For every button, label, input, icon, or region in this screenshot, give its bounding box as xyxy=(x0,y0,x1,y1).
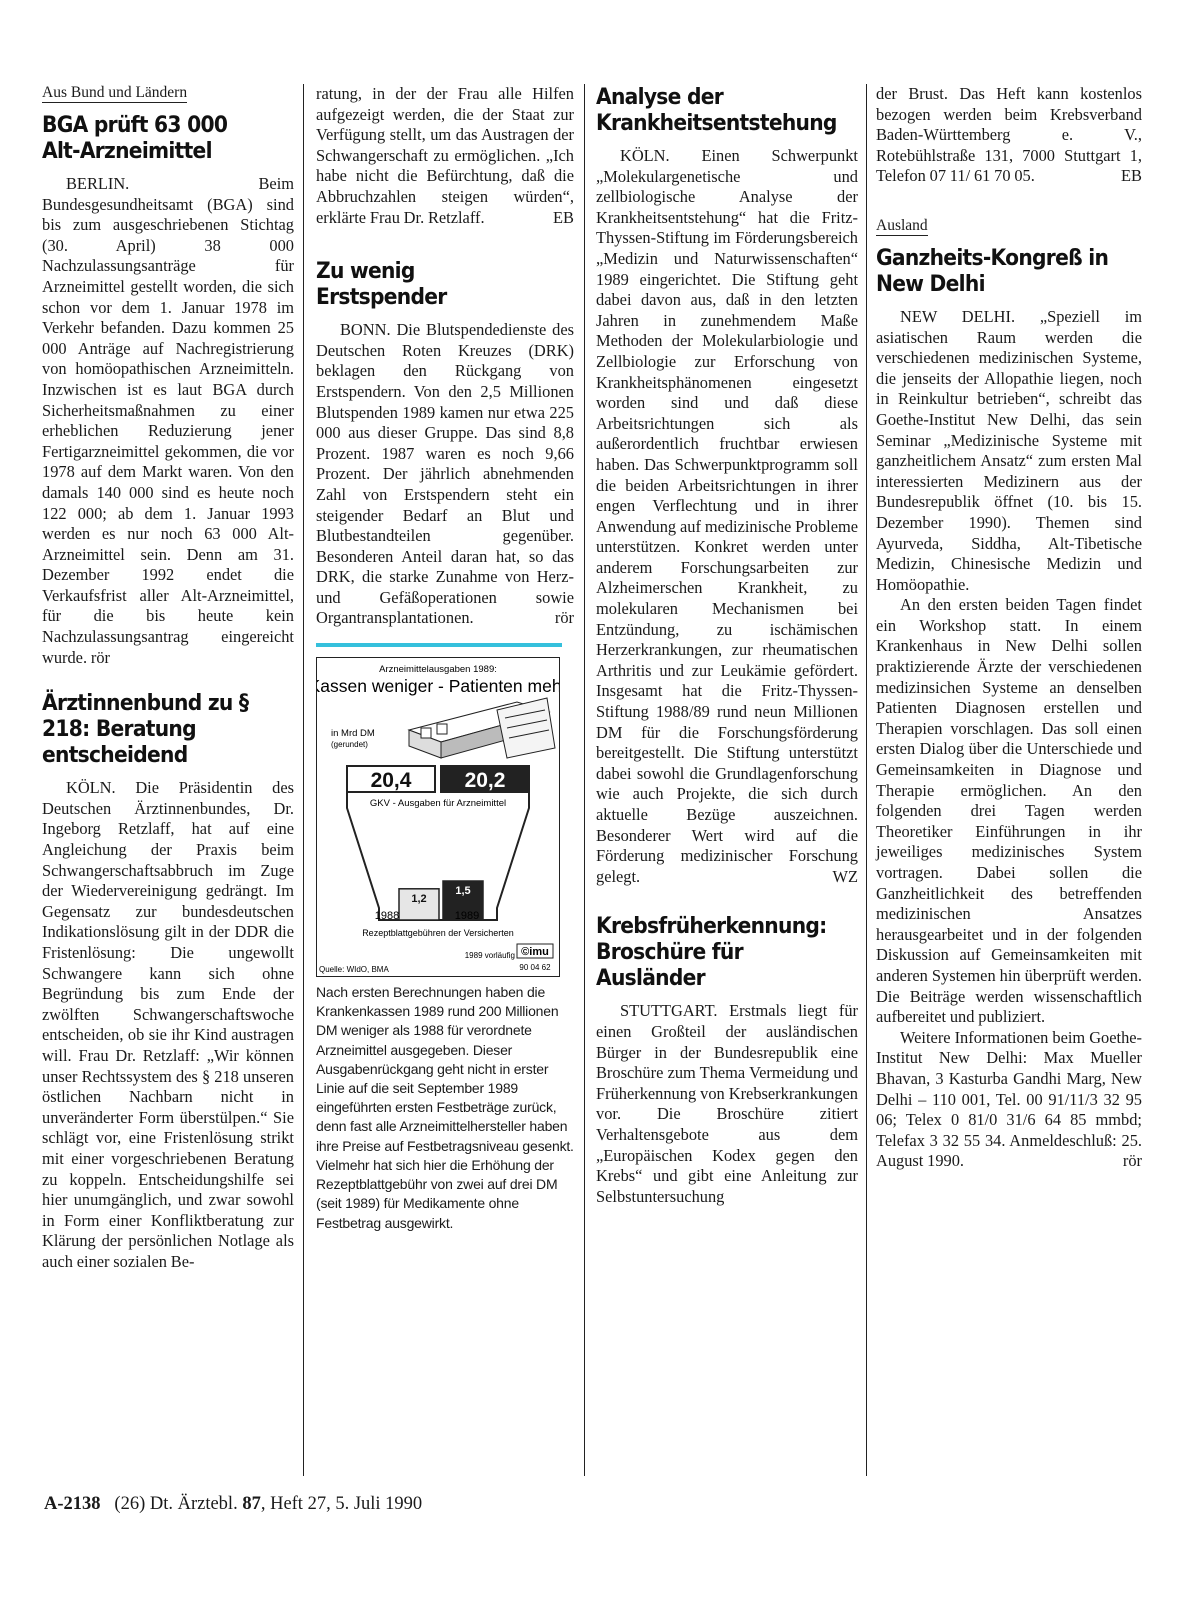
chart-series-label: Rezeptblattgebühren der Versicherten xyxy=(362,928,514,939)
chart-code: 90 04 62 xyxy=(519,963,551,973)
column-rule xyxy=(303,84,304,1476)
article-headline: Zu wenig Erstspender xyxy=(316,258,447,311)
author-signature: EB xyxy=(1121,166,1142,186)
article-body: BONN. Die Blutspendedienste des Deutschen Roten Kreuzes (DRK) beklagen den Rückgang von Erstspendern. Von den 2,5 Millionen Blutspenden 1989 kamen nur etwa 225 000 aus dieser Gruppe. Das sind 8,8 Prozent. 1987 waren es noch 9,66 Prozent. Der jährlich abnehmenden Zahl von Erstspendern steht ein steigender Bedarf an Blut und Blutbestandteilen gegenüber. Besonderen Anteil daran hat, so das DRK, die starke Zunahme von Herz- und Gefäßoperationen sowie Organtransplantationen. rör xyxy=(316,320,574,628)
chart-unit: in Mrd DM xyxy=(331,728,375,740)
column-3 xyxy=(596,84,858,1207)
article-body: An den ersten beiden Tagen findet ein Workshop statt. In einem Krankenhaus in New Delhi sollen praktizierende Ärzte der verschiedenen medizinsichen Systeme an denselben Patienten Diagnosen erstellen und Therapien vorschlagen. Das soll einen ersten Dialog über die Unterschiede und Gemeinsamkeiten in Diagnose und Therapie ermöglichen. An den folgenden drei Tagen werden Theoretiker Einführungen in ihr jeweiliges medizinisches System vortragen. Dabei sollen die Ganzheitlichkeit des betreffenden medizinischen Ansatzes herausgearbeitet und in der folgenden Diskussion auf Gemeinsamkeiten mit anderen Systemen hin überprüft werden. Die Beiträge werden wissenschaftlich aufbereitet und publiziert. xyxy=(876,595,1142,1027)
article-body: NEW DELHI. „Speziell im asiatischen Raum werden die verschiedenen medizinischen Systeme, die jenseits der Allopathie liegen, noch in Reinkultur betrieben“, schreibt das Goethe-Institut New Delhi, das sein Seminar „Medizinische Systeme mit ganzheitlichem Ansatz“ zum ersten Mal interessierten Medizinern aus der Bundesrepublik öffnet (10. bis 15. Dezember 1990). Themen sind Ayurveda, Siddha, Alt-Tibetische Medizin, Chinesische Medizin und Homöopathie. xyxy=(876,306,1142,594)
journal-issue: , Heft 27, 5. Juli 1990 xyxy=(260,1494,423,1514)
article-body: KÖLN. Einen Schwerpunkt „Molekulargenetische und zellbiologische Analyse der Krankheitsentstehung“ hat die Fritz-Thyssen-Stiftung im Förderungsbereich „Medizin und Naturwissenschaften“ 1989 eingerichtet. Die Stiftung geht dabei davon aus, daß in den letzten Jahren in zunehmendem Maße Methoden der Molekularbiologie und Zellbiologie zur Erforschung von Krankheitsphänomenen eingesetzt worden sind und daß diese Arbeitsrichtungen sich als außerordentlich fruchtbar erwiesen haben. Das Schwerpunktprogramm soll die beiden Arbeitsrichtungen in ihrer engen Verflechtung und in ihrer Anwendung auf medizinische Probleme unterstützen. Konkret werden unter anderem Forschungsarbeiten zur Alzheimerschen Krankheit, zu molekularen Mechanismen bei Entzündung, zu ischämischen Herzerkrankungen, zur rheumatischen Arthritis und zur Leukämie gefördert. Insgesamt hat die Fritz-Thyssen-Stiftung 1988/89 rund neun Millionen DM für die Forschungsförderung bereitgestellt. Die Stiftung unterstützt dabei sowohl die Grundlagenforschung wie auch Projekte, die sich durch aktuelle Bezüge auszeichnen. Besonderer Wert wird auf die Förderung medizinischer Forschung gelegt. WZ xyxy=(596,146,858,886)
author-signature: rör xyxy=(1122,1151,1142,1171)
pill-box-illustration xyxy=(409,698,555,758)
column-1 xyxy=(42,84,294,1273)
journal-volume: 87 xyxy=(242,1494,261,1514)
author-signature: EB xyxy=(553,207,574,227)
article-body: Weitere Informationen beim Goethe-Institut New Delhi: Max Mueller Bhavan, 3 Kasturba Gandhi Marg, New Delhi – 110 001, Tel. 00 91/11/3 32 95 06; Telex 0 81/0 31/6 64 85 mmbd; Telefax 3 32 55 34. Anmeldeschluß: 25. August 1990. rör xyxy=(876,1027,1142,1171)
chart-title: Kassen weniger - Patienten mehr xyxy=(317,676,559,697)
page-number: A-2138 xyxy=(44,1494,101,1514)
cyan-divider xyxy=(316,643,562,647)
chart-series-label: GKV - Ausgaben für Arzneimittel xyxy=(369,798,507,810)
page-footer xyxy=(44,1494,422,1515)
article-headline: Ärztinnenbund zu § 218: Beratung entscheidend xyxy=(42,690,249,769)
chart-source: Quelle: WIdO, BMA xyxy=(319,965,389,975)
column-2 xyxy=(316,84,574,1233)
article-body: BERLIN. Beim Bundesgesundheitsamt (BGA) sind bis zum ausgeschriebenen Stichtag (30. April) 38 000 Nachzulassungsanträge für Arzneimittel gestellt worden, die sich schon vor dem 1. Januar 1978 im Verkehr befanden. Dazu kommen 25 000 Anträge auf Nachregistrierung von homöopathischen Arzneimitteln. Inzwischen ist es laut BGA durch Sicherheitsmaßnahmen zu einer erheblichen Reduzierung jener Fertigarzneimittel gekommen, die vor 1978 auf dem Markt waren. Von den damals 140 000 sind es heute noch 122 000; ab dem 1. Januar 1993 werden es nur noch 63 000 Alt-Arzneimittel sein. Denn am 31. Dezember 1992 endet die Verkaufsfrist aller Alt-Arzneimittel, für die bis heute kein Nachzulassungsantrag eingereicht wurde. rör xyxy=(42,174,294,667)
year-tick-label: 1989 xyxy=(454,910,480,923)
column-4 xyxy=(876,84,1142,1172)
article-body: STUTTGART. Erstmals liegt für einen Großteil der ausländischen Bürger in der Bundesrepublik eine Broschüre zum Thema Vermeidung und Früherkennung von Krebserkrankungen vor. Die Broschüre zitiert Verhaltensgebote aus dem „Europäischen Kodex gegen den Krebs“ und gibt eine Anleitung zur Selbstuntersuchung xyxy=(596,1001,858,1206)
article-body-continued: ratung, in der der Frau alle Hilfen aufgezeigt werden, die der Staat zur Verfügung stellt, um das Austragen der Schwangerschaft zu ermöglichen. „Ich habe nicht die Befürchtung, daß die Abbruchzahlen steigen würden“, erklärte Frau Dr. Retzlaff. EB xyxy=(316,84,574,227)
chart-svg xyxy=(317,658,559,976)
chart-marks xyxy=(347,766,529,922)
article-body-continued: der Brust. Das Heft kann kostenlos bezogen werden beim Krebsverband Baden-Württemberg e. V., Rotebühlstraße 131, 7000 Stuttgart 1, Telefon 07 11/ 61 70 05. EB xyxy=(876,84,1142,186)
imu-logo-text: ©imu xyxy=(521,946,549,959)
article-headline: Ganzheits-Kongreß in New Delhi xyxy=(876,244,1109,297)
bar-value-label: 1,2 xyxy=(411,892,427,905)
section-kicker: Aus Bund und Ländern xyxy=(42,84,188,101)
chart-unit-note: (gerundet) xyxy=(331,740,368,750)
year-tick-label: 1988 xyxy=(374,910,400,923)
author-signature: rör xyxy=(90,647,110,667)
author-signature: rör xyxy=(554,608,574,628)
bar-value-label: 20,2 xyxy=(464,769,506,793)
chart-caption: Nach ersten Berechnungen haben die Krankenkassen 1989 rund 200 Millionen DM weniger als 1988 für verordnete Arzneimittel ausgegeben. Dieser Ausgabenrückgang geht nicht in erster Linie auf die seit September 1989 eingeführten ersten Festbeträge zurück, denn fast alle Arzneimittelhersteller haben ihre Preise auf Festbetragsniveau gesenkt. Vielmehr hat sich hier die Erhöhung der Rezeptblattgebühr von zwei auf drei DM (seit 1989) für Medikamente ohne Festbetrag ausgewirkt. xyxy=(316,984,574,1231)
chart-supertitle: Arzneimittelausgaben 1989: xyxy=(379,664,497,676)
article-headline: Analyse der Krankheitsentstehung xyxy=(596,84,837,136)
bar-value-label: 1,5 xyxy=(455,885,471,898)
author-signature: WZ xyxy=(832,866,858,886)
journal-ref: (26) Dt. Ärztebl. xyxy=(114,1494,238,1514)
article-body: KÖLN. Die Präsidentin des Deutschen Ärztinnenbundes, Dr. Ingeborg Retzlaff, hat auf eine Angleichung der Praxis beim Schwangerschaftsabbruch im Zuge der Wiedervereinigung gedrängt. Im Gegensatz zur bundesdeutschen Indikationslösung gilt in der DDR die Fristenlösung: Die ungewollt Schwangere kann sich ohne Begründung bis zum Ende der zwölften Schwangerschaftswoche entscheiden, ob sie ihr Kind austragen will. Frau Dr. Retzlaff: „Wir können unser Rechtssystem des § 218 unseren östlichen Nachbarn nicht in unveränderter Form überstülpen.“ Sie schlägt vor, eine Fristenlösung strikt mit einer vorgeschriebenen Beratung zu koppeln. Entscheidungshilfe sei hier unumgänglich, und zwar sowohl in Form einer Konfliktberatung zur Klärung der persönlichen Notlage als auch einer sozialen Be- xyxy=(42,778,294,1271)
section-kicker: Ausland xyxy=(876,216,928,234)
article-headline: Krebsfrüherkennung: Broschüre für Ausländer xyxy=(596,913,827,992)
column-rule xyxy=(866,84,867,1476)
chart-note: 1989 vorläufig xyxy=(464,951,515,961)
bar-value-label: 20,4 xyxy=(370,769,412,793)
article-headline: BGA prüft 63 000 Alt-Arzneimittel xyxy=(42,112,228,164)
infographic-chart xyxy=(316,657,560,977)
column-rule xyxy=(584,84,585,1476)
